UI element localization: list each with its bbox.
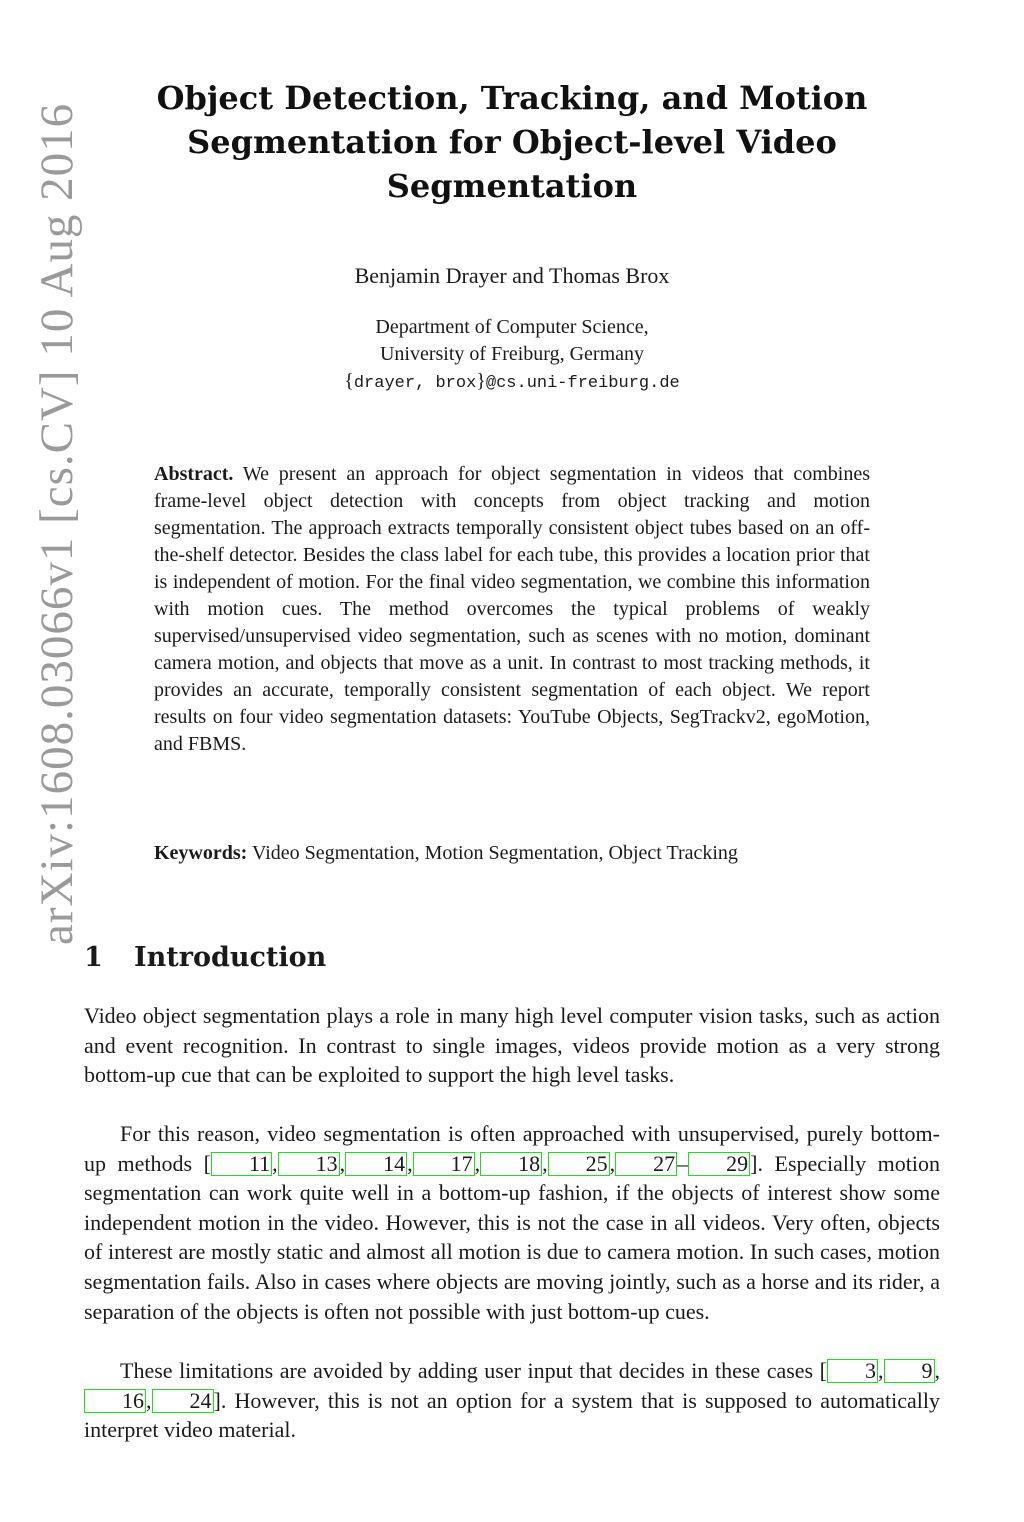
citation-separator: , bbox=[146, 1387, 152, 1413]
citation-link[interactable]: 3 bbox=[827, 1359, 878, 1383]
bracket-open: [ bbox=[819, 1358, 827, 1383]
citation-link[interactable]: 29 bbox=[688, 1152, 750, 1176]
citation-separator: , bbox=[407, 1150, 413, 1176]
email-domain: @cs.uni-freiburg.de bbox=[485, 374, 680, 393]
section-number: 1 bbox=[84, 942, 103, 973]
citation-range-dash: – bbox=[677, 1150, 689, 1176]
abstract-text: We present an approach for object segmentation in videos that combines frame-level object detection with concepts from object tracking and motion segmentation. The approach extracts temporally consistent object tubes based on an off-the-shelf detector. Besides the class label for each tube, this provides a location prior that is independent of motion. For the final video segmentation, we combine this information with motion cues. The method overcomes the typical problems of weakly supervised/unsupervised video segmentation, such as scenes with no motion, dominant camera motion, and objects that move as a unit. In contrast to most tracking methods, it provides an accurate, temporally consistent segmentation of each object. We report results on four video segmentation datasets: YouTube Objects, SegTrackv2, egoMotion, and FBMS. bbox=[154, 463, 870, 755]
section-heading-introduction bbox=[84, 938, 326, 978]
email-line bbox=[100, 368, 924, 397]
section-title: Introduction bbox=[134, 942, 327, 973]
paragraph-text: . However, this is not an option for a system that is supposed to automatically interpret video material. bbox=[84, 1387, 940, 1443]
bracket-close: ] bbox=[750, 1150, 758, 1176]
citation-link[interactable]: 9 bbox=[884, 1359, 935, 1383]
affiliation-block bbox=[100, 314, 924, 397]
paragraph-text: . Especially motion segmentation can work quite well in a bottom-up fashion, if the objects of interest show some independent motion in the video. However, this is not the case in all videos. Very often, objects of interest are mostly static and almost all motion is due to camera motion. In such cases, motion segmentation fails. Also in cases where objects are moving jointly, such as a horse and its rider, a separation of the objects is often not possible with just bottom-up cues. bbox=[84, 1150, 940, 1324]
citation-separator: , bbox=[339, 1150, 346, 1176]
citation-link[interactable]: 17 bbox=[413, 1152, 475, 1176]
keywords-label: Keywords: bbox=[154, 842, 248, 864]
email-names: drayer, brox bbox=[353, 374, 477, 393]
abstract-label: Abstract. bbox=[154, 463, 234, 485]
bracket-open: [ bbox=[203, 1150, 211, 1176]
citation-link[interactable]: 14 bbox=[345, 1152, 407, 1176]
department: Department of Computer Science, bbox=[375, 316, 649, 338]
citation-separator: , bbox=[934, 1358, 940, 1383]
citation-link[interactable]: 11 bbox=[211, 1152, 272, 1176]
citation-link[interactable]: 13 bbox=[278, 1152, 340, 1176]
citation-separator: , bbox=[609, 1150, 616, 1176]
citation-separator: , bbox=[542, 1150, 548, 1176]
email-brace-close: } bbox=[476, 370, 486, 392]
intro-paragraph-1: Video object segmentation plays a role in many high level computer vision tasks, such as action and event recognition. In contrast to single images, videos provide motion as a very strong bottom-up cue that can be exploited to support the high level tasks. bbox=[84, 1003, 940, 1088]
intro-paragraph-3 bbox=[84, 1356, 940, 1445]
paper-title bbox=[100, 76, 924, 208]
title-line: Object Detection, Tracking, and Motion bbox=[156, 79, 868, 117]
citation-separator: , bbox=[272, 1150, 278, 1176]
paragraph-text: For this reason, video segmentation is often approached with unsupervised, purely bottom-up methods bbox=[84, 1121, 940, 1176]
intro-paragraph-2 bbox=[84, 1119, 940, 1326]
arxiv-identifier-stamp: arXiv:1608.03066v1 [cs.CV] 10 Aug 2016 bbox=[31, 102, 83, 945]
keywords bbox=[154, 840, 870, 867]
citation-link[interactable]: 24 bbox=[152, 1389, 214, 1413]
author-list: Benjamin Drayer and Thomas Brox bbox=[354, 263, 670, 288]
citation-link[interactable]: 18 bbox=[480, 1152, 542, 1176]
keywords-text: Video Segmentation, Motion Segmentation, Object Tracking bbox=[251, 842, 738, 864]
citation-link[interactable]: 16 bbox=[84, 1389, 146, 1413]
citation-link[interactable]: 25 bbox=[548, 1152, 610, 1176]
title-line: Segmentation for Object-level Video bbox=[187, 123, 837, 161]
citation-link[interactable]: 27 bbox=[615, 1152, 677, 1176]
citation-separator: , bbox=[878, 1358, 884, 1383]
university: University of Freiburg, Germany bbox=[379, 343, 645, 365]
citation-separator: , bbox=[474, 1150, 481, 1176]
email-brace-open: { bbox=[344, 370, 354, 392]
abstract bbox=[154, 461, 870, 758]
bracket-close: ] bbox=[213, 1387, 221, 1413]
title-line: Segmentation bbox=[386, 167, 638, 205]
paragraph-text: These limitations are avoided by adding user input that decides in these cases bbox=[120, 1358, 820, 1383]
